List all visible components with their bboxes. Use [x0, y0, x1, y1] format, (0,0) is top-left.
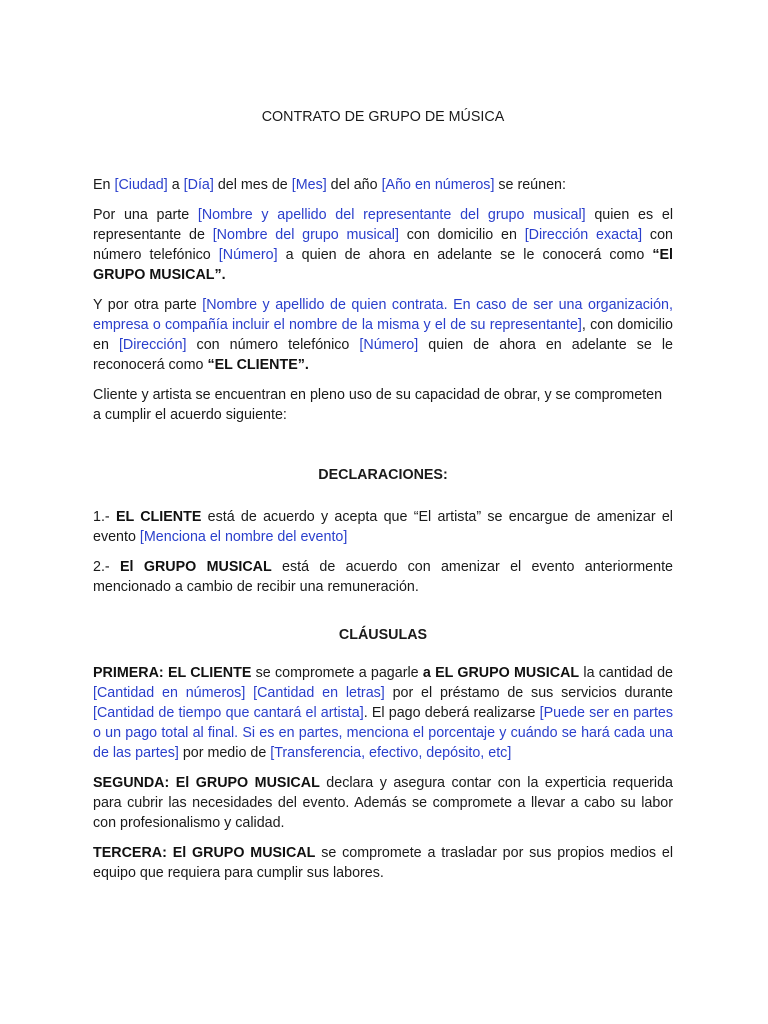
clause-text: la cantidad de [579, 665, 673, 681]
placeholder-phone: [Número] [359, 337, 419, 353]
party-text: con número telefónico [186, 337, 360, 353]
party-text: a quien de ahora en adelante se le conocerá como [277, 247, 653, 263]
placeholder-payment-method: [Transferencia, efectivo, depósito, etc] [270, 745, 512, 761]
placeholder-dia: [Día] [183, 177, 214, 193]
party-text: con domicilio en [398, 227, 525, 243]
clause-text: por el préstamo de sus servicios durante [384, 685, 673, 701]
intro-text: En [93, 177, 115, 193]
placeholder-address: [Dirección] [118, 337, 187, 353]
party-text: Por una parte [93, 207, 198, 223]
declaration-item-2 [93, 557, 673, 597]
party-text: , con domicilio en [93, 317, 673, 353]
placeholder-mes: [Mes] [291, 177, 327, 193]
party-alias: “El GRUPO MUSICAL”. [93, 247, 674, 283]
intro-text: a [167, 177, 184, 193]
clause-bold-text: a EL GRUPO MUSICAL [422, 665, 580, 681]
contract-body [93, 106, 673, 893]
clause-segunda [93, 773, 673, 833]
placeholder-duration: [Cantidad de tiempo que cantará el artista] [93, 705, 364, 721]
declarations-heading: DECLARACIONES: [318, 467, 448, 483]
clause-text: por medio de [178, 745, 271, 761]
clause-label: TERCERA: El GRUPO MUSICAL [93, 845, 316, 861]
placeholder-address: [Dirección exacta] [524, 227, 643, 243]
placeholder-event-name: [Menciona el nombre del evento] [139, 529, 348, 545]
intro-paragraph [93, 175, 673, 195]
placeholder-phone: [Número] [218, 247, 278, 263]
item-text: está de acuerdo con amenizar el evento anteriormente mencionado a cambio de recibir una remuneración. [93, 559, 673, 595]
capacity-paragraph: Cliente y artista se encuentran en pleno uso de su capacidad de obrar, y se comprometen a cumplir el acuerdo siguiente: [93, 387, 663, 423]
placeholder-representative-name: [Nombre y apellido del representante del grupo musical] [197, 207, 586, 223]
party-text: con número telefónico [93, 227, 673, 263]
clause-primera [93, 663, 673, 763]
party-alias: “EL CLIENTE”. [207, 357, 309, 373]
item-number: 1.- [93, 509, 116, 525]
clause-text: se compromete a trasladar por sus propios medios el equipo que requiera para cumplir sus labores. [93, 845, 673, 881]
party-text: Y por otra parte [93, 297, 203, 313]
clause-label: SEGUNDA: El GRUPO MUSICAL [93, 775, 320, 791]
placeholder-amount-words: [Cantidad en letras] [253, 685, 385, 701]
item-number: 2.- [93, 559, 121, 575]
clause-tercera [93, 843, 673, 883]
clause-text [245, 685, 253, 701]
declaration-item-1 [93, 507, 673, 547]
party-one-paragraph [93, 205, 673, 285]
item-text: está de acuerdo y acepta que “El artista” se encargue de amenizar el evento [93, 509, 673, 545]
clauses-heading: CLÁUSULAS [338, 627, 428, 643]
clause-text: se compromete a pagarle [251, 665, 423, 681]
intro-text: del año [326, 177, 382, 193]
party-text: quien es el representante de [93, 207, 673, 243]
placeholder-anio: [Año en números] [381, 177, 495, 193]
document-title: CONTRATO DE GRUPO DE MÚSICA [261, 109, 505, 125]
clause-label: PRIMERA: EL CLIENTE [93, 665, 252, 681]
item-subject: EL CLIENTE [115, 509, 202, 525]
intro-text: del mes de [213, 177, 292, 193]
placeholder-ciudad: [Ciudad] [114, 177, 168, 193]
placeholder-group-name: [Nombre del grupo musical] [212, 227, 399, 243]
placeholder-client-name: [Nombre y apellido de quien contrata. En caso de ser una organización, empresa o compañía incluir el nombre de la misma y el de su representante] [93, 297, 673, 333]
clause-text: declara y asegura contar con la experticia requerida para cubrir las necesidades del evento. Además se compromete a llevar a cabo su labor con profesionalismo y calidad. [93, 775, 673, 831]
party-two-paragraph [93, 295, 673, 375]
intro-text: se reúnen: [494, 177, 566, 193]
party-text: quien de ahora en adelante se le reconocerá como [93, 337, 673, 373]
placeholder-amount-number: [Cantidad en números] [93, 685, 246, 701]
item-subject: El GRUPO MUSICAL [120, 559, 272, 575]
clause-text: . El pago deberá realizarse [363, 705, 540, 721]
placeholder-payment-terms: [Puede ser en partes o un pago total al final. Si es en partes, menciona el porcentaje y cuándo se hará cada una de las partes] [93, 705, 674, 761]
